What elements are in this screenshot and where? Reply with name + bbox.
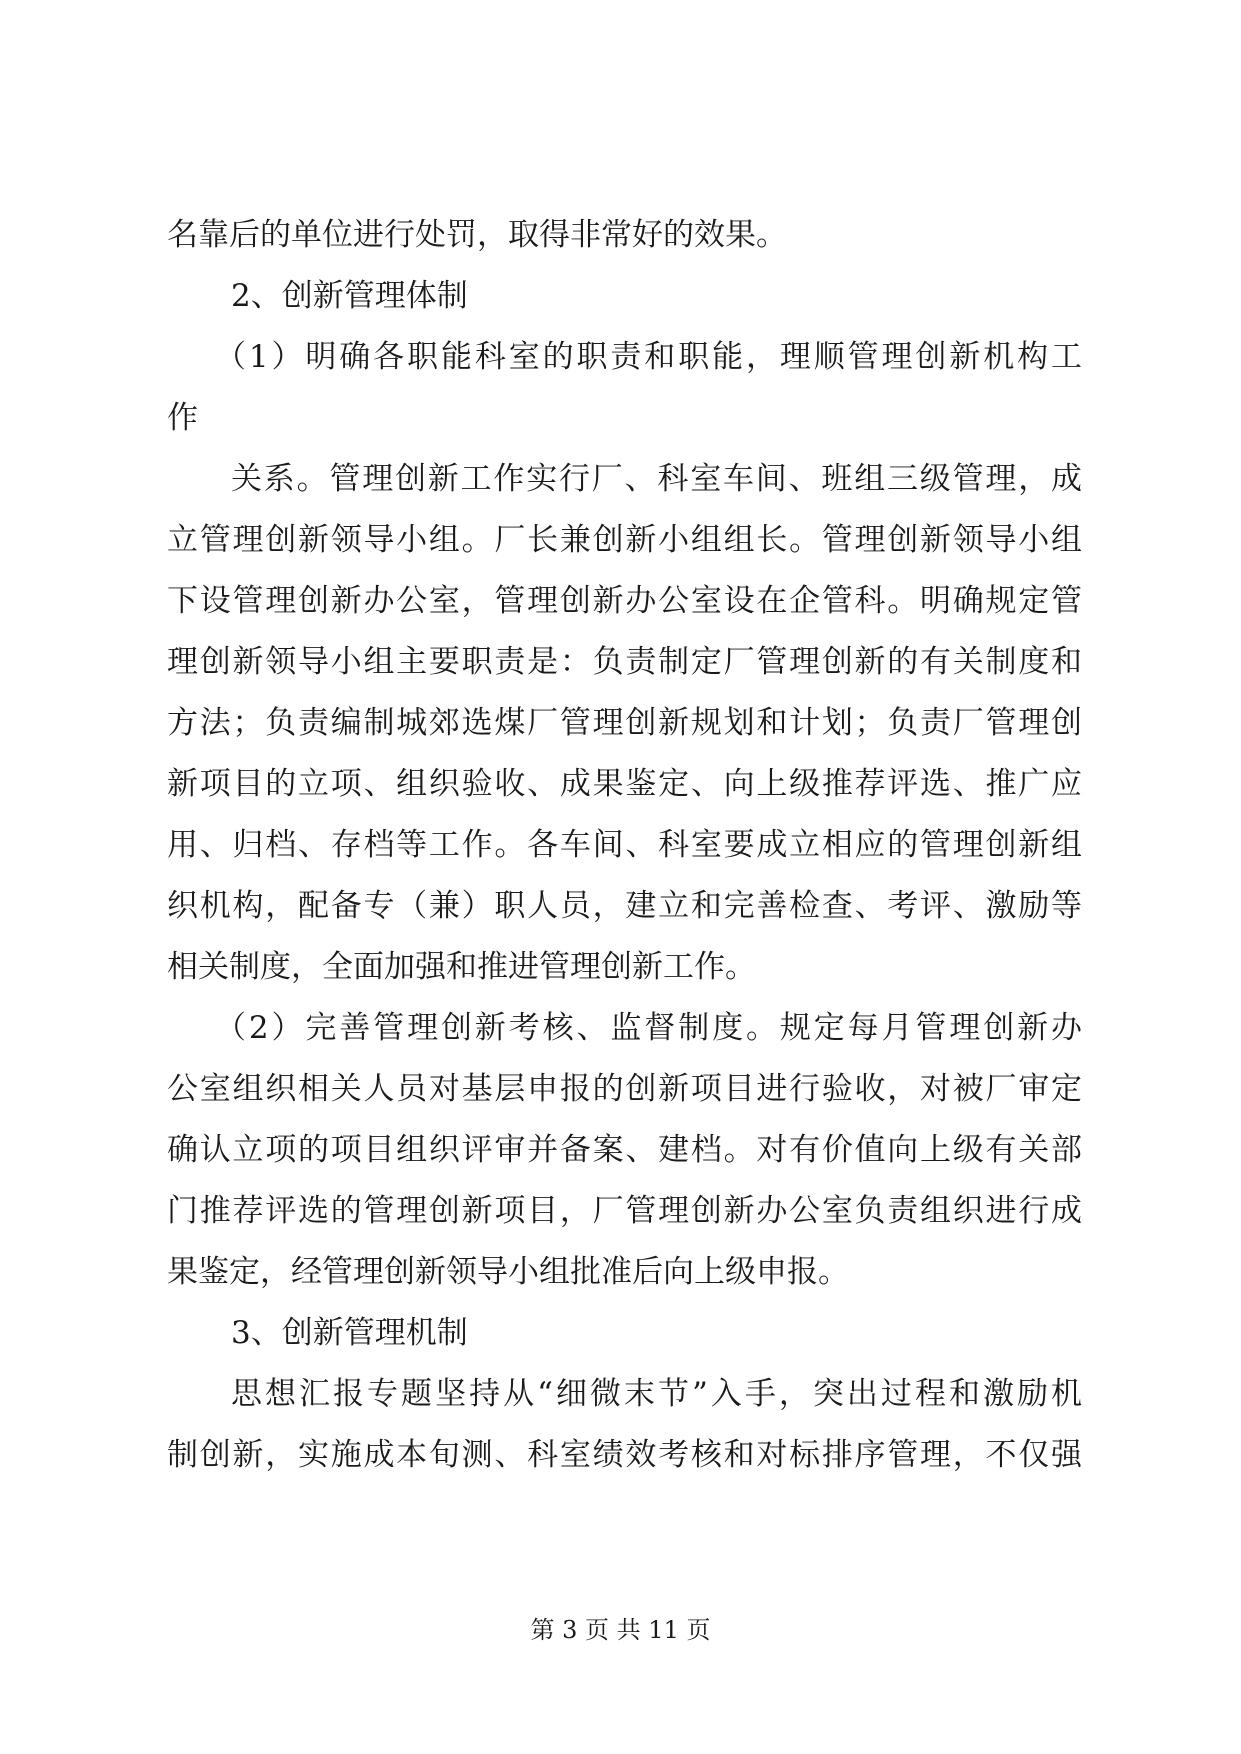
paragraph-line: 门推荐评选的管理创新项目，厂管理创新办公室负责组织进行成	[167, 1193, 1082, 1229]
paragraph-line: 名靠后的单位进行处罚，取得非常好的效果。	[167, 217, 787, 253]
paragraph-line: 关系。管理创新工作实行厂、科室车间、班组三级管理，成	[231, 461, 1082, 497]
paragraph-line: 相关制度，全面加强和推进管理创新工作。	[167, 949, 756, 985]
paragraph-line: 确认立项的项目组织评审并备案、建档。对有价值向上级有关部	[167, 1132, 1082, 1168]
subsection-heading: （1）明确各职能科室的职责和职能，理顺管理创新机构工	[215, 339, 1082, 375]
paragraph-line: 思想汇报专题坚持从“细微末节”入手，突出过程和激励机	[231, 1376, 1082, 1412]
page-number-footer: 第 3 页 共 11 页	[530, 1616, 711, 1644]
paragraph-line: 用、归档、存档等工作。各车间、科室要成立相应的管理创新组	[167, 827, 1082, 863]
paragraph-line: 下设管理创新办公室，管理创新办公室设在企管科。明确规定管	[167, 583, 1082, 619]
paragraph-line: 织机构，配备专（兼）职人员，建立和完善检查、考评、激励等	[167, 888, 1082, 924]
paragraph-line: 公室组织相关人员对基层申报的创新项目进行验收，对被厂审定	[167, 1071, 1082, 1107]
paragraph-line: 立管理创新领导小组。厂长兼创新小组组长。管理创新领导小组	[167, 522, 1082, 558]
paragraph-line: （2）完善管理创新考核、监督制度。规定每月管理创新办	[215, 1010, 1082, 1046]
paragraph-line: 新项目的立项、组织验收、成果鉴定、向上级推荐评选、推广应	[167, 766, 1082, 802]
paragraph-line: 理创新领导小组主要职责是：负责制定厂管理创新的有关制度和	[167, 644, 1082, 680]
section-heading: 2、创新管理体制	[231, 278, 468, 314]
section-heading: 3、创新管理机制	[231, 1315, 468, 1351]
paragraph-line: 方法；负责编制城郊选煤厂管理创新规划和计划；负责厂管理创	[167, 705, 1082, 741]
document-body	[167, 205, 1082, 1486]
paragraph-line: 作	[167, 400, 198, 436]
paragraph-line: 制创新，实施成本旬测、科室绩效考核和对标排序管理，不仅强	[167, 1437, 1082, 1473]
paragraph-line: 果鉴定，经管理创新领导小组批准后向上级申报。	[167, 1254, 849, 1290]
